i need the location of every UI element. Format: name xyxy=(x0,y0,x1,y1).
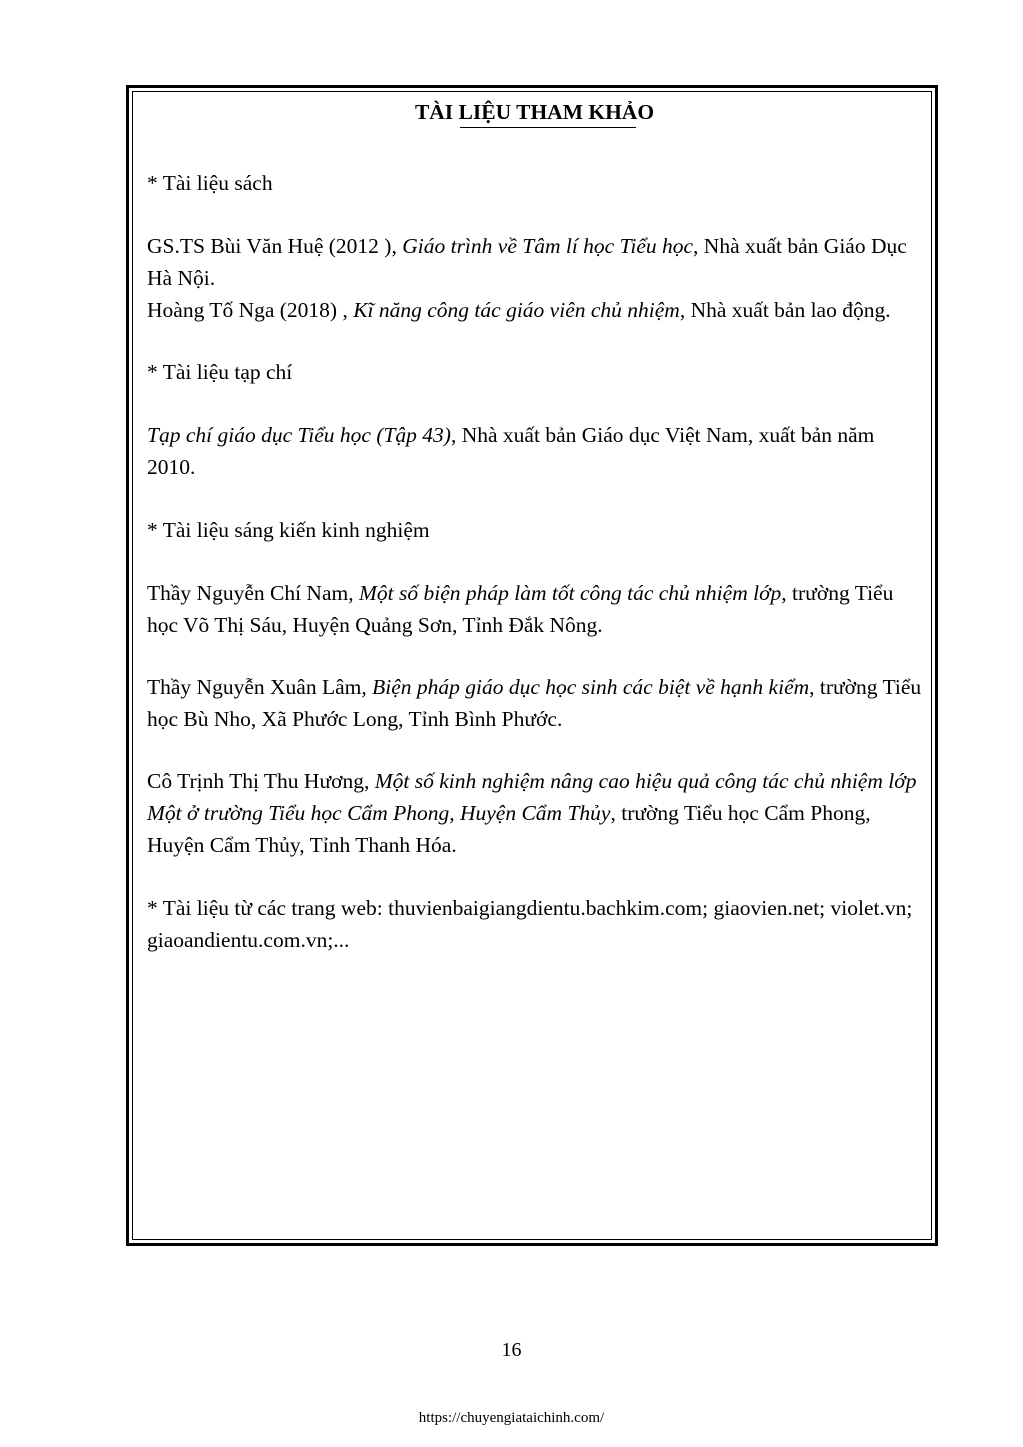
reference-experience-3: Cô Trịnh Thị Thu Hương, Một số kinh nghiệm nâng cao hiệu quả công tác chủ nhiệm lớp Một ở trường Tiểu học Cẩm Phong, Huyện Cẩm Thủy, trường Tiểu học Cẩm Phong, Huyện Cẩm Thủy, Tỉnh Thanh Hóa. xyxy=(147,769,917,857)
page-title: TÀI LIỆU THAM KHẢO xyxy=(414,100,655,124)
references-content xyxy=(147,96,922,956)
journal-heading: * Tài liệu tạp chí xyxy=(147,360,293,384)
reference-experience-2: Thầy Nguyễn Xuân Lâm, Biện pháp giáo dục học sinh các biệt về hạnh kiểm, trường Tiểu học Bù Nho, Xã Phước Long, Tỉnh Bình Phước. xyxy=(147,675,922,731)
page-number: 16 xyxy=(501,1339,522,1361)
reference-websites: * Tài liệu từ các trang web: thuvienbaigiangdientu.bachkim.com; giaovien.net; violet.vn; giaoandientu.com.vn;... xyxy=(147,896,913,952)
reference-book-2: Hoàng Tố Nga (2018) , Kĩ năng công tác giáo viên chủ nhiệm, Nhà xuất bản lao động. xyxy=(147,298,891,322)
books-heading: * Tài liệu sách xyxy=(147,171,273,195)
footer-url: https://chuyengiataichinh.com/ xyxy=(418,1410,605,1426)
reference-journal-1: Tạp chí giáo dục Tiểu học (Tập 43), Nhà xuất bản Giáo dục Việt Nam, xuất bản năm 2010. xyxy=(147,423,875,479)
title-underline xyxy=(460,127,636,128)
experience-heading: * Tài liệu sáng kiến kinh nghiệm xyxy=(147,518,430,542)
reference-book-1: GS.TS Bùi Văn Huệ (2012 ), Giáo trình về Tâm lí học Tiểu học, Nhà xuất bản Giáo Dục Hà Nội. xyxy=(147,234,907,290)
reference-experience-1: Thầy Nguyễn Chí Nam, Một số biện pháp làm tốt công tác chủ nhiệm lớp, trường Tiểu học Võ Thị Sáu, Huyện Quảng Sơn, Tỉnh Đắk Nông. xyxy=(147,581,894,637)
